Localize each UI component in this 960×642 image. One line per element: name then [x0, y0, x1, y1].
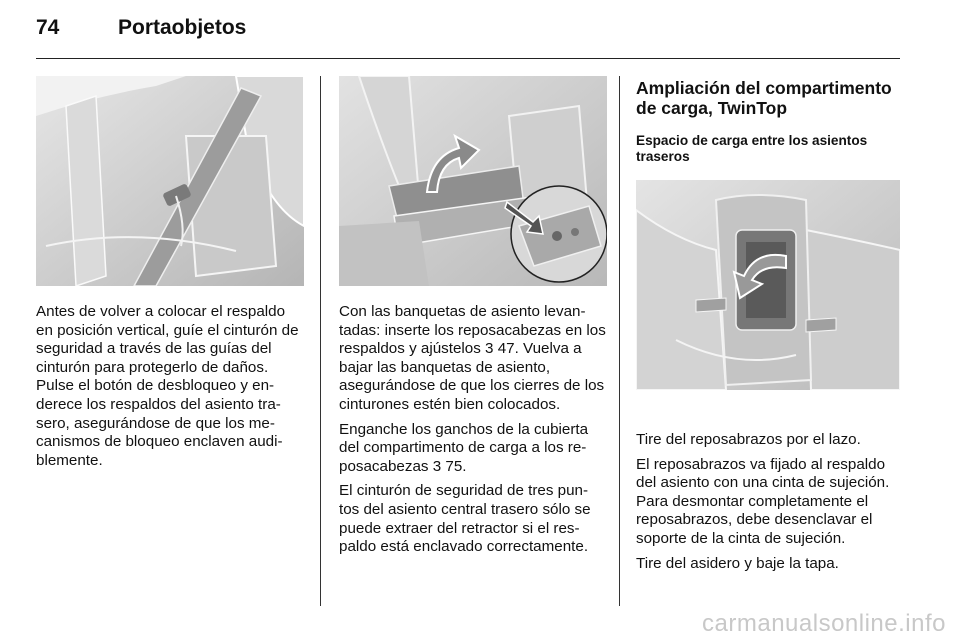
column-1-text — [36, 303, 306, 476]
page-title: Portaobjetos — [118, 16, 247, 39]
paragraph: Tire del reposabrazos por el lazo. — [636, 431, 861, 448]
column-3-text — [636, 431, 902, 579]
page-number: 74 — [36, 16, 60, 39]
seat-belt-guide-icon — [36, 76, 304, 286]
rear-seat-bench-hooks-illustration — [339, 76, 607, 286]
armrest-load-through-icon — [636, 180, 900, 390]
paragraph: Enganche los ganchos de la cubierta del compartimento de carga a los re-posacabezas 3 75. — [339, 420, 589, 475]
page-header — [36, 16, 246, 50]
armrest-load-through-illustration — [636, 180, 900, 390]
column-divider-1 — [320, 76, 321, 606]
paragraph: El reposabrazos va fijado al respaldo del asiento con una cinta de sujeción. Para desmontar completamente el reposabrazos, debe desenclavar el soporte de la cinta de sujeción. — [636, 455, 890, 547]
section-heading: Ampliación del compartimento de carga, TwinTop — [636, 78, 892, 118]
header-rule — [36, 58, 900, 59]
paragraph: Antes de volver a colocar el respaldo en posición vertical, guíe el cinturón de seguridad a través de las guías del cinturón para protegerlo de daños. Pulse el botón de desbloqueo y en-derece los respaldos del asiento tra-sero, asegurándose de que los me-canismos de bloqueo enclaven audi-blemente. — [36, 303, 299, 469]
rear-seat-hooks-icon — [339, 76, 607, 286]
paragraph: Tire del asidero y baje la tapa. — [636, 554, 839, 572]
paragraph: El cinturón de seguridad de tres pun-tos del asiento central trasero sólo se puede extraer del retractor si el res-paldo está enclavado correctamente. — [339, 482, 591, 556]
column-2-text — [339, 303, 607, 563]
watermark: carmanualsonline.info — [702, 610, 946, 637]
column-divider-2 — [619, 76, 620, 606]
paragraph: Con las banquetas de asiento levan-tadas: inserte los reposacabezas en los respaldos y ajústelos 3 47. Vuelva a bajar las banquetas de asiento, asegurándose de que los cierres de los cinturones estén bien colocados. — [339, 303, 606, 413]
seat-belt-guide-illustration — [36, 76, 304, 286]
section-subheading: Espacio de carga entre los asientos traseros — [636, 133, 868, 164]
